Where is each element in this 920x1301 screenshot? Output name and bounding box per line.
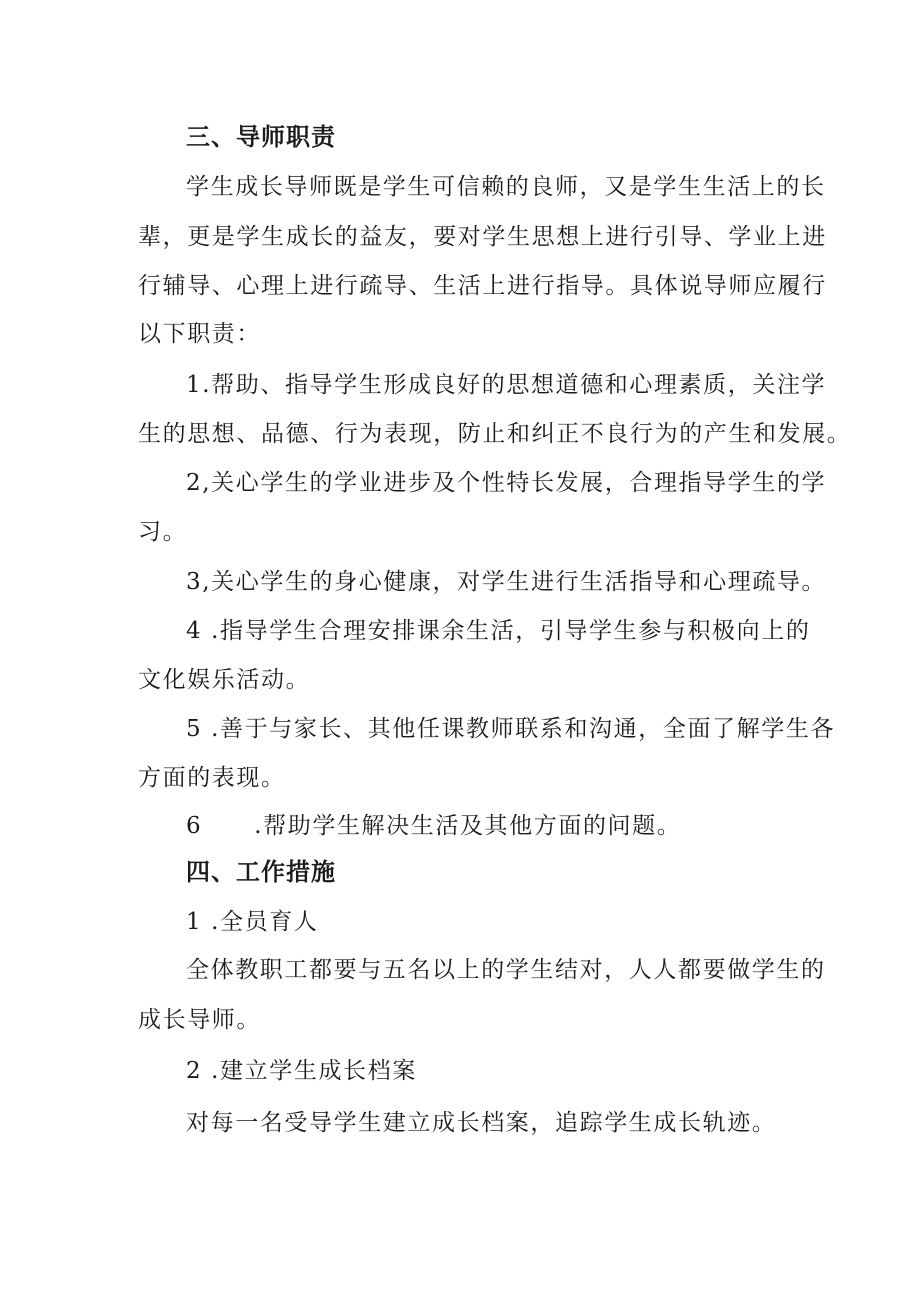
duty-2-line-1: 2,关心学生的学业进步及个性特长发展，合理指导学生的学	[186, 470, 827, 496]
section-4-heading: 四、工作措施	[186, 858, 336, 886]
intro-line-3: 行辅导、心理上进行疏导、生活上进行指导。具体说导师应履行	[138, 273, 827, 299]
duty-5-line-2: 方面的表现。	[138, 765, 286, 791]
duty-1-line-1: 1.帮助、指导学生形成良好的思想道德和心理素质，关注学	[186, 372, 827, 398]
intro-line-1: 学生成长导师既是学生可信赖的良师，又是学生生活上的长	[186, 174, 826, 200]
duty-5-line-1: 5 .善于与家长、其他任课教师联系和沟通，全面了解学生各	[186, 716, 836, 742]
measure-1-title: 1 .全员育人	[186, 909, 319, 935]
duty-6-line	[186, 811, 681, 841]
measure-2-body-line-1: 对每一名受导学生建立成长档案，追踪学生成长轨迹。	[186, 1110, 777, 1136]
duty-1-line-2: 生的思想、品德、行为表现，防止和纠正不良行为的产生和发展。	[138, 421, 852, 447]
duty-4-line-2: 文化娱乐活动。	[138, 667, 311, 693]
duty-6-text: .帮助学生解决生活及其他方面的问题。	[254, 813, 682, 839]
measure-1-body-line-2: 成长导师。	[138, 1007, 261, 1033]
duty-4-line-1: 4 .指导学生合理安排课余生活，引导学生参与积极向上的	[186, 618, 811, 644]
measure-2-title: 2 .建立学生成长档案	[186, 1058, 417, 1084]
measure-1-body-line-1: 全体教职工都要与五名以上的学生结对，人人都要做学生的	[186, 957, 826, 983]
intro-line-2: 辈，更是学生成长的益友，要对学生思想上进行引导、学业上进	[138, 224, 827, 250]
duty-3-line-1: 3,关心学生的身心健康，对学生进行生活指导和心理疏导。	[186, 569, 827, 595]
duty-2-line-2: 习。	[138, 519, 188, 545]
duty-6-number: 6	[186, 813, 203, 839]
intro-line-4: 以下职责：	[138, 321, 261, 347]
section-3-heading: 三、导师职责	[186, 123, 336, 151]
